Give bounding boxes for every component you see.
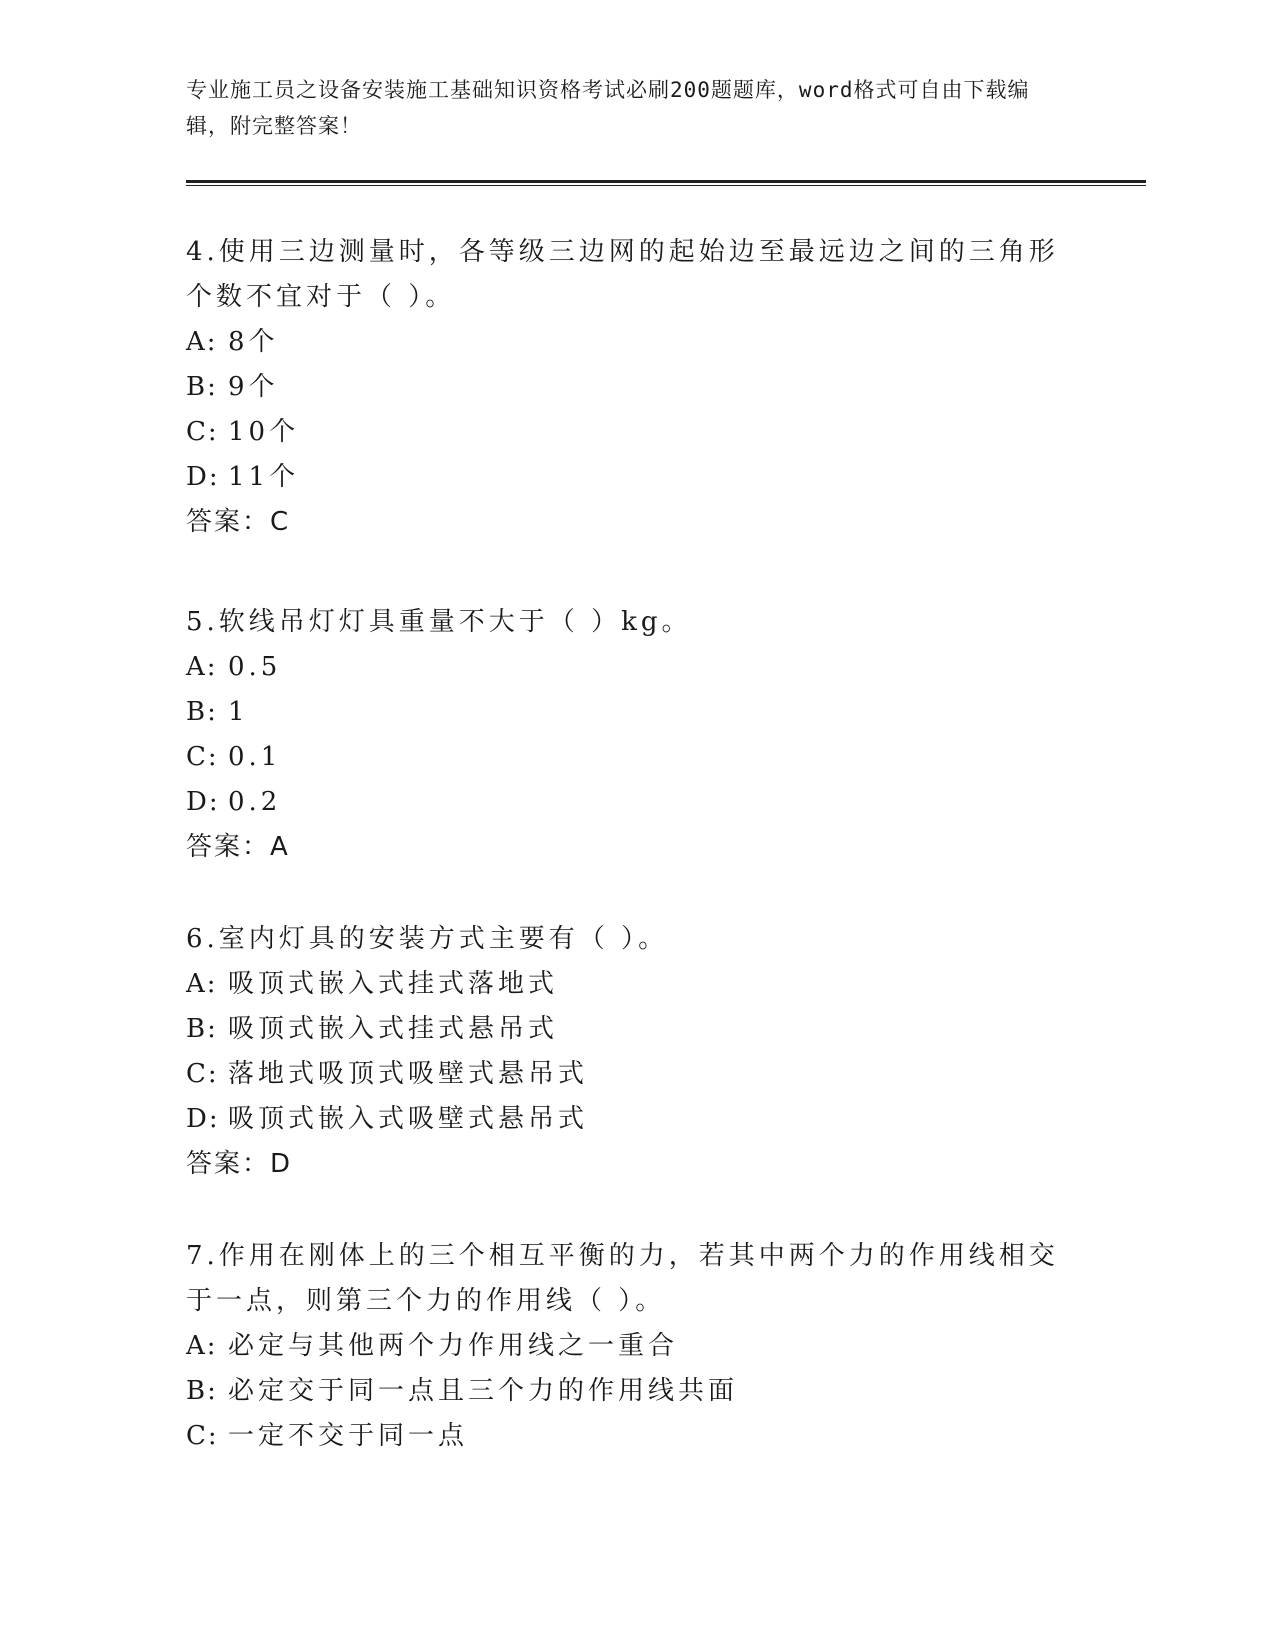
option-text: 11个 (228, 462, 300, 492)
option-text: 必定与其他两个力作用线之一重合 (228, 1331, 679, 1361)
option-key: B: (186, 1376, 218, 1406)
document-header: 专业施工员之设备安装施工基础知识资格考试必刷200题题库，word格式可自由下载编辑，附完整答案！ (186, 78, 1030, 138)
option-key: D: (186, 787, 220, 817)
option-b (186, 365, 1066, 410)
option-d (186, 780, 1066, 825)
question-6 (186, 917, 1066, 1187)
option-key: B: (186, 372, 218, 402)
option-a (186, 320, 1066, 365)
question-4 (186, 230, 1066, 545)
option-key: C: (186, 742, 219, 772)
option-b (186, 690, 1066, 735)
header-divider (186, 180, 1146, 186)
question-stem: 6.室内灯具的安装方式主要有（ ）。 (186, 924, 669, 954)
option-text: 吸顶式嵌入式挂式落地式 (228, 969, 559, 999)
option-b (186, 1007, 1066, 1052)
option-text: 吸顶式嵌入式吸壁式悬吊式 (228, 1104, 589, 1134)
question-stem: 5.软线吊灯灯具重量不大于（ ）kg。 (186, 607, 692, 637)
option-b (186, 1369, 1066, 1414)
option-key: D: (186, 462, 220, 492)
answer: 答案：A (186, 832, 290, 862)
question-5 (186, 600, 1066, 870)
option-text: 0.5 (228, 652, 282, 682)
option-c (186, 1052, 1066, 1097)
answer: 答案：C (186, 507, 291, 537)
option-c (186, 410, 1066, 455)
option-key: D: (186, 1104, 220, 1134)
option-text: 9个 (228, 372, 279, 402)
option-text: 必定交于同一点且三个力的作用线共面 (228, 1376, 739, 1406)
option-text: 10个 (228, 417, 300, 447)
option-c (186, 735, 1066, 780)
question-stem: 7.作用在刚体上的三个相互平衡的力，若其中两个力的作用线相交于一点，则第三个力的作用线（ ）。 (186, 1241, 1059, 1316)
question-7 (186, 1234, 1066, 1459)
option-d (186, 455, 1066, 500)
option-text: 0.1 (228, 742, 282, 772)
option-key: C: (186, 1421, 219, 1451)
option-text: 落地式吸顶式吸壁式悬吊式 (228, 1059, 589, 1089)
document-page (186, 72, 1146, 1451)
option-key: B: (186, 1014, 218, 1044)
option-c (186, 1414, 1066, 1459)
option-key: C: (186, 417, 219, 447)
option-text: 1 (228, 697, 249, 727)
answer: 答案：D (186, 1149, 293, 1179)
option-key: A: (186, 969, 218, 999)
option-d (186, 1097, 1066, 1142)
option-a (186, 962, 1066, 1007)
option-key: A: (186, 327, 218, 357)
option-text: 吸顶式嵌入式挂式悬吊式 (228, 1014, 559, 1044)
option-text: 0.2 (228, 787, 282, 817)
option-key: C: (186, 1059, 219, 1089)
option-text: 一定不交于同一点 (228, 1421, 469, 1451)
option-a (186, 645, 1066, 690)
option-a (186, 1324, 1066, 1369)
option-key: A: (186, 652, 218, 682)
option-key: B: (186, 697, 218, 727)
option-key: A: (186, 1331, 218, 1361)
option-text: 8个 (228, 327, 279, 357)
question-stem: 4.使用三边测量时，各等级三边网的起始边至最远边之间的三角形个数不宜对于（ ）。 (186, 237, 1059, 312)
